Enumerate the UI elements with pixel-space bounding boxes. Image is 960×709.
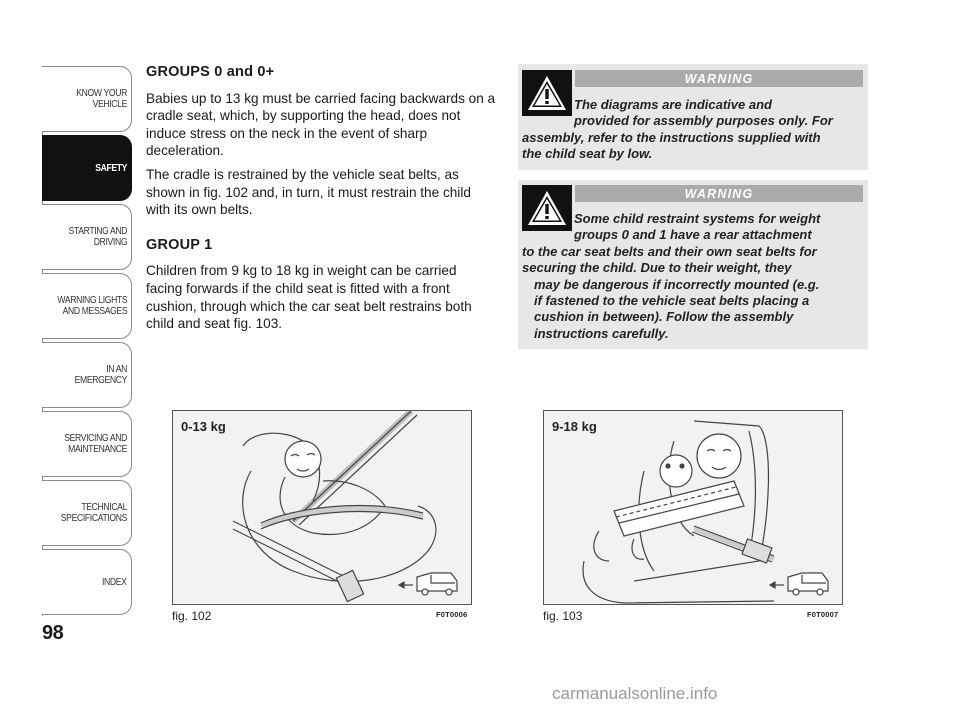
warning-2-line: to the car seat belts and their own seat belts for (522, 243, 817, 259)
tab-servicing[interactable] (42, 411, 132, 477)
main-text-column (146, 64, 496, 339)
warning-text-2 (522, 211, 862, 342)
tab-label: WARNING LIGHTS AND MESSAGES (57, 295, 127, 317)
tab-technical-specifications[interactable] (42, 480, 132, 546)
figure-102-caption: fig. 102 (172, 609, 212, 623)
tab-warning-lights[interactable] (42, 273, 132, 339)
warning-2-line: groups 0 and 1 have a rear attachment (574, 227, 812, 243)
warning-2-line: securing the child. Due to their weight, they (522, 260, 792, 276)
tab-label: INDEX (102, 576, 127, 588)
warning-2-line: cushion in between). Follow the assembly (534, 309, 794, 325)
figure-102-code: F0T0006 (436, 610, 468, 619)
warning-1-line: provided for assembly purposes only. For (574, 113, 833, 129)
warning-2-line: may be dangerous if incorrectly mounted (e.g. (534, 276, 820, 292)
group1-heading: GROUP 1 (146, 236, 213, 253)
warning-2-line: instructions carefully. (534, 325, 669, 341)
warning-1-line: assembly, refer to the instructions supplied with (522, 129, 821, 145)
group0-paragraph-1: Babies up to 13 kg must be carried facing backwards on a cradle seat, which, by supporting the head, does not induce stress on the neck in the event of sharp deceleration. (146, 90, 496, 159)
tab-label: KNOW YOUR VEHICLE (76, 88, 127, 110)
group1-paragraph-1: Children from 9 kg to 18 kg in weight can be carried facing forwards if the child seat is fitted with a front cushion, through which the car seat belt restrains both child and seat fig. 103. (146, 263, 472, 332)
watermark-text: carmanualsonline.info (552, 684, 718, 703)
warning-title-2: WARNING (575, 185, 863, 202)
warning-2-line: if fastened to the vehicle seat belts placing a (534, 293, 810, 309)
figure-103-code: F0T0007 (807, 610, 839, 619)
page-number: 98 (42, 622, 64, 644)
infant-cradle-seat-drawing (173, 411, 472, 605)
tab-label: IN AN EMERGENCY (74, 364, 127, 386)
warning-1-line: The diagrams are indicative and (574, 97, 772, 112)
figure-103-illustration (543, 410, 843, 605)
figure-weight-label: 0-13 kg (181, 419, 226, 434)
figure-102-illustration (172, 410, 472, 605)
warning-1-line: the child seat by low. (522, 146, 653, 162)
tab-index[interactable] (42, 549, 132, 615)
tab-label: SAFETY (95, 162, 127, 174)
group0-heading: GROUPS 0 and 0+ (146, 64, 275, 80)
group0-paragraph-2: The cradle is restrained by the vehicle seat belts, as shown in fig. 102 and, in turn, it must restrain the child with its own belts. (146, 166, 471, 218)
tab-label: STARTING AND DRIVING (68, 226, 127, 248)
warning-title-1: WARNING (575, 70, 863, 87)
figure-weight-label: 9-18 kg (552, 419, 597, 434)
warning-text-1 (522, 97, 862, 163)
tab-starting-and-driving[interactable] (42, 204, 132, 270)
tab-in-an-emergency[interactable] (42, 342, 132, 408)
tab-label: SERVICING AND MAINTENANCE (64, 433, 127, 455)
child-seat-drawing (544, 411, 843, 605)
tab-safety[interactable] (42, 135, 132, 201)
figure-103-caption: fig. 103 (543, 609, 583, 623)
warning-2-line: Some child restraint systems for weight (574, 211, 821, 226)
tab-label: TECHNICAL SPECIFICATIONS (60, 502, 127, 524)
tab-know-your-vehicle[interactable] (42, 66, 132, 132)
